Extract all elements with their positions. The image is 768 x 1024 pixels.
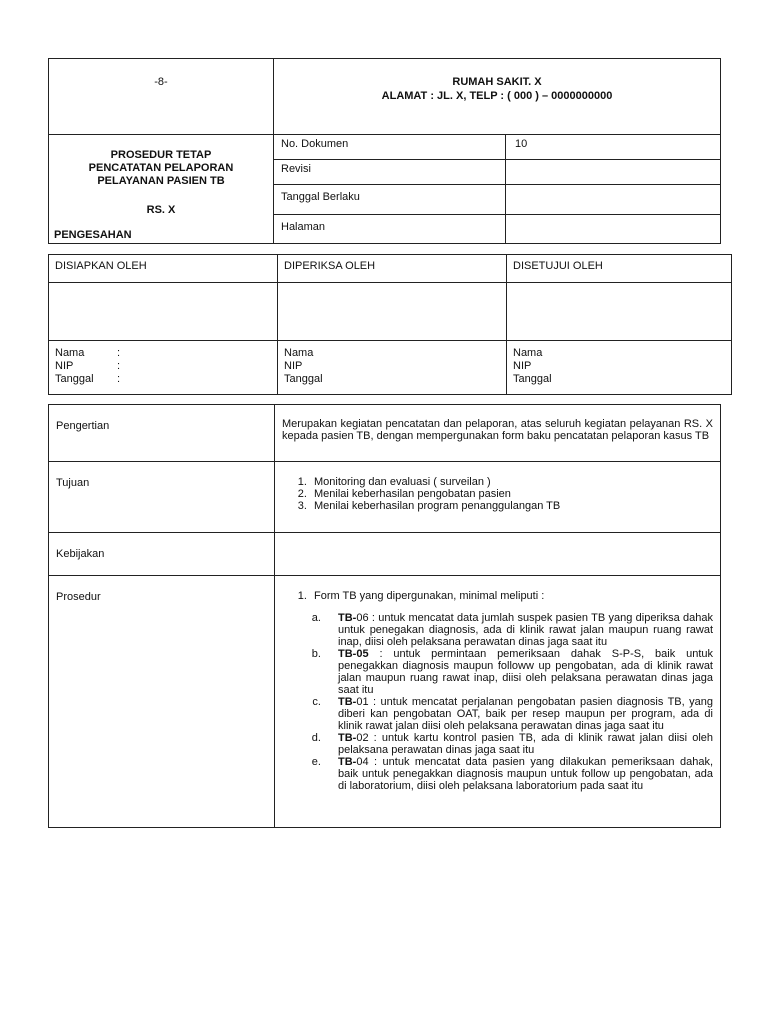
list-item: 1. Monitoring dan evaluasi ( surveilan ) xyxy=(310,476,713,488)
nip-label: NIP xyxy=(513,360,532,372)
name-label: Nama xyxy=(55,347,85,359)
form-description: : untuk kartu kontrol pasien TB, ada di klinik rawat jalan diisi oleh pelaksana perawatan dinas jaga saat itu xyxy=(338,732,713,756)
prosedur-content xyxy=(275,576,721,828)
procedure-title-cell xyxy=(49,135,274,244)
prosedur-list xyxy=(282,590,713,602)
pengertian-label: Pengertian xyxy=(49,405,275,462)
signature-box-prepared xyxy=(49,283,278,341)
list-item: 2. Menilai keberhasilan pengobatan pasien xyxy=(310,488,713,500)
approval-heading-approved: DISETUJUI OLEH xyxy=(507,255,732,283)
approval-section-title: PENGESAHAN xyxy=(54,229,132,241)
date-label: Tanggal xyxy=(284,373,323,385)
signer-info-checked xyxy=(278,341,507,395)
separator: : xyxy=(117,360,121,372)
approval-heading-prepared: DISIAPKAN OLEH xyxy=(49,255,278,283)
meta-value-tanggal-berlaku xyxy=(506,185,721,215)
nip-label: NIP xyxy=(284,360,303,372)
form-item xyxy=(324,696,713,732)
separator: : xyxy=(117,373,121,385)
page-number: -8- xyxy=(49,59,274,135)
form-item xyxy=(324,612,713,648)
signer-info-prepared xyxy=(49,341,278,395)
hospital-name: RUMAH SAKIT. X xyxy=(452,76,542,88)
separator: : xyxy=(117,347,121,359)
name-label: Nama xyxy=(284,347,314,359)
document-header-table xyxy=(48,58,721,244)
procedure-title-line3: PELAYANAN PASIEN TB xyxy=(97,175,225,187)
meta-label-tanggal-berlaku: Tanggal Berlaku xyxy=(274,185,506,215)
form-code-number: 06 xyxy=(356,612,369,624)
approval-table xyxy=(48,254,732,395)
kebijakan-label: Kebijakan xyxy=(49,533,275,576)
form-code-number: 04 xyxy=(356,756,369,768)
nip-label: NIP xyxy=(55,360,74,372)
pengertian-text: Merupakan kegiatan pencatatan dan pelaporan, atas seluruh kegiatan pelayanan RS. X kepada pasien TB, dengan mempergunakan form baku pencatatan pelaporan kasus TB xyxy=(275,405,721,462)
procedure-title-line2: PENCATATAN PELAPORAN xyxy=(88,162,234,174)
form-description: : untuk mencatat data pasien yang dilakukan pemeriksaan dahak, baik untuk penegakkan diagnosis maupun untuk follow up pengobatan, ada di laboratorium, diisi oleh pelaksana laboratorium pada saat itu xyxy=(338,756,713,792)
date-label: Tanggal xyxy=(513,373,552,385)
prosedur-label: Prosedur xyxy=(49,576,275,828)
tujuan-label: Tujuan xyxy=(49,462,275,533)
meta-value-halaman xyxy=(506,215,721,244)
form-description: : untuk permintaan pemeriksaan dahak S-P-S, baik untuk penegakkan diagnosis maupun followw up pengobatan, ada di klinik rawat jalan maupun ruang rawat inap, diisi oleh pelaksana perawatan dinas jaga saat itu xyxy=(338,648,713,696)
list-item xyxy=(310,590,713,602)
procedure-content-table xyxy=(48,404,721,828)
form-list xyxy=(282,612,713,792)
meta-value-no-dokumen: 10 xyxy=(506,135,721,160)
form-description: : untuk mencatat data jumlah suspek pasien TB yang diperiksa dahak untuk penegakan diagnosis, ada di klinik rawat jalan maupun ruang rawat inap, diisi oleh pelaksana perawatan dinas jaga saat itu xyxy=(338,612,713,648)
form-description: : untuk mencatat perjalanan pengobatan pasien diagnosis TB, yang diberi kan pengobatan OAT, baik per resep maupun per program, ada di klinik rawat jalan diisi oleh pelaksana perawatan dinas jaga saat itu xyxy=(338,696,713,732)
meta-label-halaman: Halaman xyxy=(274,215,506,244)
form-code: TB-05 xyxy=(338,648,369,660)
hospital-address: ALAMAT : JL. X, TELP : ( 000 ) – 0000000000 xyxy=(381,90,613,102)
meta-label-no-dokumen: No. Dokumen xyxy=(274,135,506,160)
form-code-number: 02 xyxy=(356,732,369,744)
tujuan-list xyxy=(282,476,713,512)
signature-box-checked xyxy=(278,283,507,341)
hospital-header xyxy=(274,59,721,135)
meta-label-revisi: Revisi xyxy=(274,160,506,185)
form-code: TB- xyxy=(338,696,357,708)
meta-value-revisi xyxy=(506,160,721,185)
form-code: TB- xyxy=(338,732,357,744)
prosedur-intro: Form TB yang dipergunakan, minimal meliputi : xyxy=(314,590,545,602)
tujuan-content xyxy=(275,462,721,533)
form-code: TB- xyxy=(338,756,357,768)
kebijakan-text xyxy=(275,533,721,576)
signer-info-approved xyxy=(507,341,732,395)
approval-heading-checked: DIPERIKSA OLEH xyxy=(278,255,507,283)
list-item: 3. Menilai keberhasilan program penanggulangan TB xyxy=(310,500,713,512)
signature-box-approved xyxy=(507,283,732,341)
procedure-title-line1: PROSEDUR TETAP xyxy=(110,149,212,161)
facility-name: RS. X xyxy=(146,204,176,216)
form-code: TB- xyxy=(338,612,357,624)
form-item xyxy=(324,756,713,792)
date-label: Tanggal xyxy=(55,373,94,385)
form-item xyxy=(324,732,713,756)
form-item xyxy=(324,648,713,696)
name-label: Nama xyxy=(513,347,543,359)
form-code-number: 01 xyxy=(356,696,369,708)
